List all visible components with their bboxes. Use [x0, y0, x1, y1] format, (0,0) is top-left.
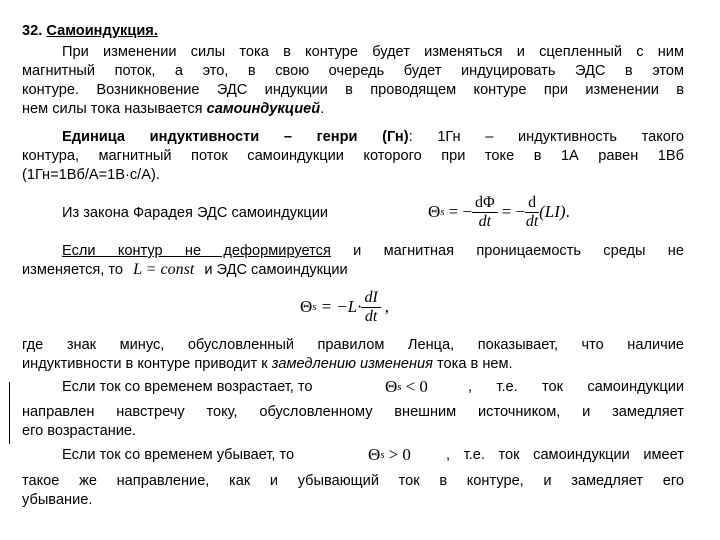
- theta-negative-formula: [385, 374, 428, 400]
- p2-line-1: [22, 128, 684, 146]
- p5-line-2: [22, 355, 513, 373]
- fraction-di-dt: [361, 289, 380, 326]
- theta-symbol-2: Θ: [300, 297, 313, 316]
- p4-line-2: [22, 261, 348, 279]
- p5-line-1: где знак минус, обусловленный правилом Ленца, показывает, что наличие: [22, 337, 684, 353]
- p6-line-1-prefix: Если ток со временем возрастает, то: [62, 379, 313, 395]
- theta-positive-formula: [368, 442, 411, 468]
- p4-line-1: [22, 242, 684, 260]
- eq-minus-2: = −: [501, 202, 526, 221]
- p1-line-2: магнитный поток, а это, в свою очередь будет индуцировать ЭДС в этом: [22, 63, 684, 79]
- fraction-d-dt: [525, 194, 539, 231]
- p7-line-1-prefix: Если ток со временем убывает, то: [62, 447, 295, 463]
- p2-line1-rest: : 1Гн – индуктивность такого: [408, 129, 684, 145]
- p1-line-3: контуре. Возникновение ЭДС индукции в проводящем контуре при изменении в: [22, 82, 684, 98]
- formula-end-2: ,: [384, 297, 390, 316]
- inline-formula-l-const: L = const: [133, 261, 195, 278]
- p1-line-1: При изменении силы тока в контуре будет изменяться и сцепленный с ним: [62, 44, 684, 60]
- p4-line2-suffix: и ЭДС самоиндукции: [200, 262, 348, 278]
- p6-line-2: направлен навстречу току, обусловленному внешним источником, и замедляет: [22, 404, 684, 420]
- paren-li: (LI): [539, 202, 566, 221]
- fraction-denominator-2: dt: [525, 212, 539, 230]
- less-than-zero: < 0: [405, 377, 428, 396]
- p6-line-1-suffix: , т.е. ток самоиндукции: [468, 379, 684, 395]
- p7-line-1-suffix: , т.е. ток самоиндукции имеет: [446, 447, 684, 463]
- greater-than-zero: > 0: [388, 445, 411, 464]
- p2-line-2: контура, магнитный поток самоиндукции которого при токе в 1А равен 1Вб: [22, 148, 684, 164]
- theta-subscript-4: s: [380, 449, 385, 461]
- p2-line-3: (1Гн=1Вб/А=1В·с/А).: [22, 167, 160, 183]
- fraction-denominator: dt: [478, 212, 492, 230]
- theta-subscript-2: s: [312, 301, 317, 313]
- section-title: Самоиндукция.: [46, 23, 158, 39]
- eq-minus-1: = −: [448, 202, 472, 221]
- p4-line2-prefix: изменяется, то: [22, 262, 128, 278]
- fraction-dphi-dt: [472, 194, 498, 231]
- p6-line-3: его возрастание.: [22, 423, 137, 439]
- eq-minus-l: = −L·: [320, 297, 362, 316]
- fraction-denominator-3: dt: [364, 307, 378, 325]
- p4-underlined: Если контур не деформируется: [62, 243, 331, 259]
- p4-line1-rest: и магнитная проницаемость среды не: [330, 243, 684, 259]
- fraction-numerator-3: dI: [361, 289, 380, 308]
- section-heading: [22, 22, 158, 40]
- formula-end: .: [565, 202, 570, 221]
- fraction-numerator: dΦ: [472, 194, 498, 213]
- section-number: 32.: [22, 23, 43, 39]
- p3-text: Из закона Фарадея ЭДС самоиндукции: [62, 205, 329, 221]
- theta-subscript-3: s: [397, 381, 402, 393]
- theta-subscript: s: [440, 206, 445, 218]
- p5-line2-suffix: тока в нем.: [432, 356, 513, 372]
- fraction-numerator-2: d: [525, 194, 539, 213]
- theta-symbol-3: Θ: [385, 377, 398, 396]
- p7-line-2: такое же направление, как и убывающий ток в контуре, и замедляет его: [22, 473, 684, 489]
- faraday-formula: [428, 190, 570, 234]
- p7-line-3: убывание.: [22, 492, 93, 508]
- p5-italic: замедлению изменения: [271, 356, 433, 372]
- p1-term: самоиндукцией: [206, 101, 321, 117]
- p2-term: Единица индуктивности – генри (Гн): [62, 129, 409, 145]
- p1-line-4: [22, 100, 324, 118]
- p5-line2-prefix: индуктивности в контуре приводит к: [22, 356, 272, 372]
- p1-last-prefix: нем силы тока называется: [22, 101, 207, 117]
- margin-rule: [9, 382, 10, 444]
- p1-last-suffix: .: [320, 101, 325, 117]
- theta-symbol-4: Θ: [368, 445, 381, 464]
- theta-symbol: Θ: [428, 202, 441, 221]
- self-induction-formula: [300, 284, 389, 330]
